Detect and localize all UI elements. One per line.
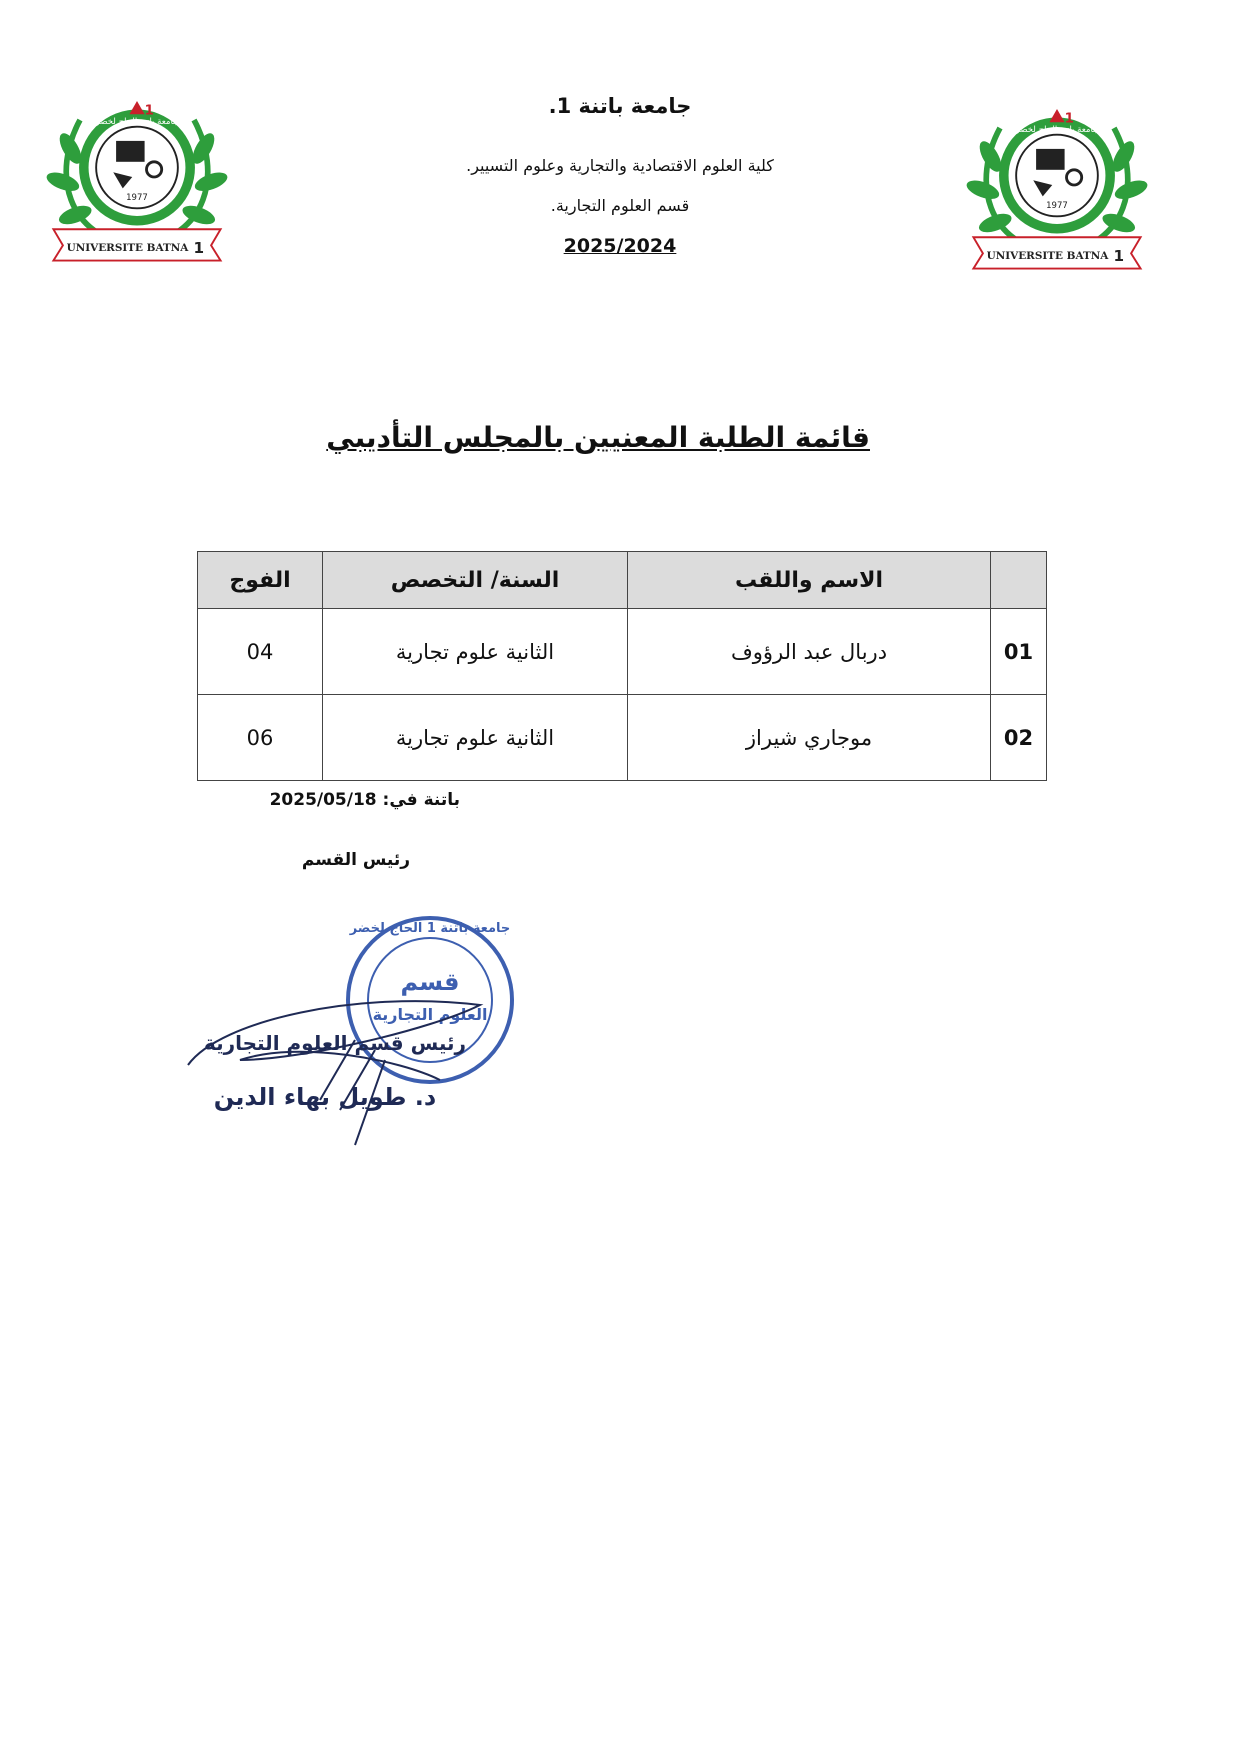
department-name: قسم العلوم التجارية. (550, 196, 690, 215)
signature-stamp-area (180, 910, 560, 1160)
logo-year: 1977 (1046, 200, 1068, 211)
logo-banner-text: UNIVERSITE BATNA (986, 250, 1109, 263)
table-header-row (198, 552, 1047, 609)
row-index: 01 (991, 609, 1047, 695)
logo-banner-text: UNIVERSITE BATNA (66, 242, 189, 255)
logo-year: 1977 (126, 192, 148, 203)
signature-line-1: رئيس قسم العلوم التجارية (203, 1031, 467, 1055)
logo-banner-number: 1 (1113, 247, 1125, 265)
table-row (198, 695, 1047, 781)
signature-line-2: د. طويل بهاء الدين (213, 1083, 437, 1111)
student-year-specialty: الثانية علوم تجارية (323, 609, 628, 695)
row-index: 02 (991, 695, 1047, 781)
signatory-title: رئيس القسم (301, 850, 410, 870)
logo-ring-text: جامعة باتنة الحاج لخضر (1015, 124, 1099, 135)
building-icon (116, 141, 145, 162)
student-group: 06 (198, 695, 323, 781)
header-group: الفوج (198, 552, 323, 609)
building-icon (1036, 149, 1065, 170)
official-stamp (348, 918, 512, 1082)
university-name: جامعة باتنة 1. (548, 94, 692, 118)
academic-year: 2025/2024 (563, 235, 677, 257)
stamp-ring-text: جامعة باتنة 1 الحاج لخضر (349, 921, 511, 936)
table-row (198, 609, 1047, 695)
university-logo-right (962, 90, 1152, 280)
header-name: الاسم واللقب (628, 552, 991, 609)
stamp-center-word: قسم (400, 968, 460, 996)
logo-top-number: 1 (1064, 111, 1074, 127)
header-index (991, 552, 1047, 609)
student-name: موجاري شيراز (628, 695, 991, 781)
logo-banner-number: 1 (193, 239, 205, 257)
logo-ring-text: جامعة باتنة الحاج لخضر (95, 116, 179, 127)
students-table (197, 551, 1047, 781)
student-name: دربال عبد الرؤوف (628, 609, 991, 695)
student-group: 04 (198, 609, 323, 695)
document-title: قائمة الطلبة المعنيين بالمجلس التأديبي (326, 421, 870, 454)
university-logo-left (42, 82, 232, 272)
stamp-center-text: العلوم التجارية (372, 1005, 488, 1024)
issue-date: باتنة في: 2025/05/18 (269, 790, 460, 810)
logo-top-number: 1 (144, 103, 154, 119)
header-year-specialty: السنة/ التخصص (323, 552, 628, 609)
faculty-name: كلية العلوم الاقتصادية والتجارية وعلوم التسيير. (466, 156, 774, 175)
student-year-specialty: الثانية علوم تجارية (323, 695, 628, 781)
